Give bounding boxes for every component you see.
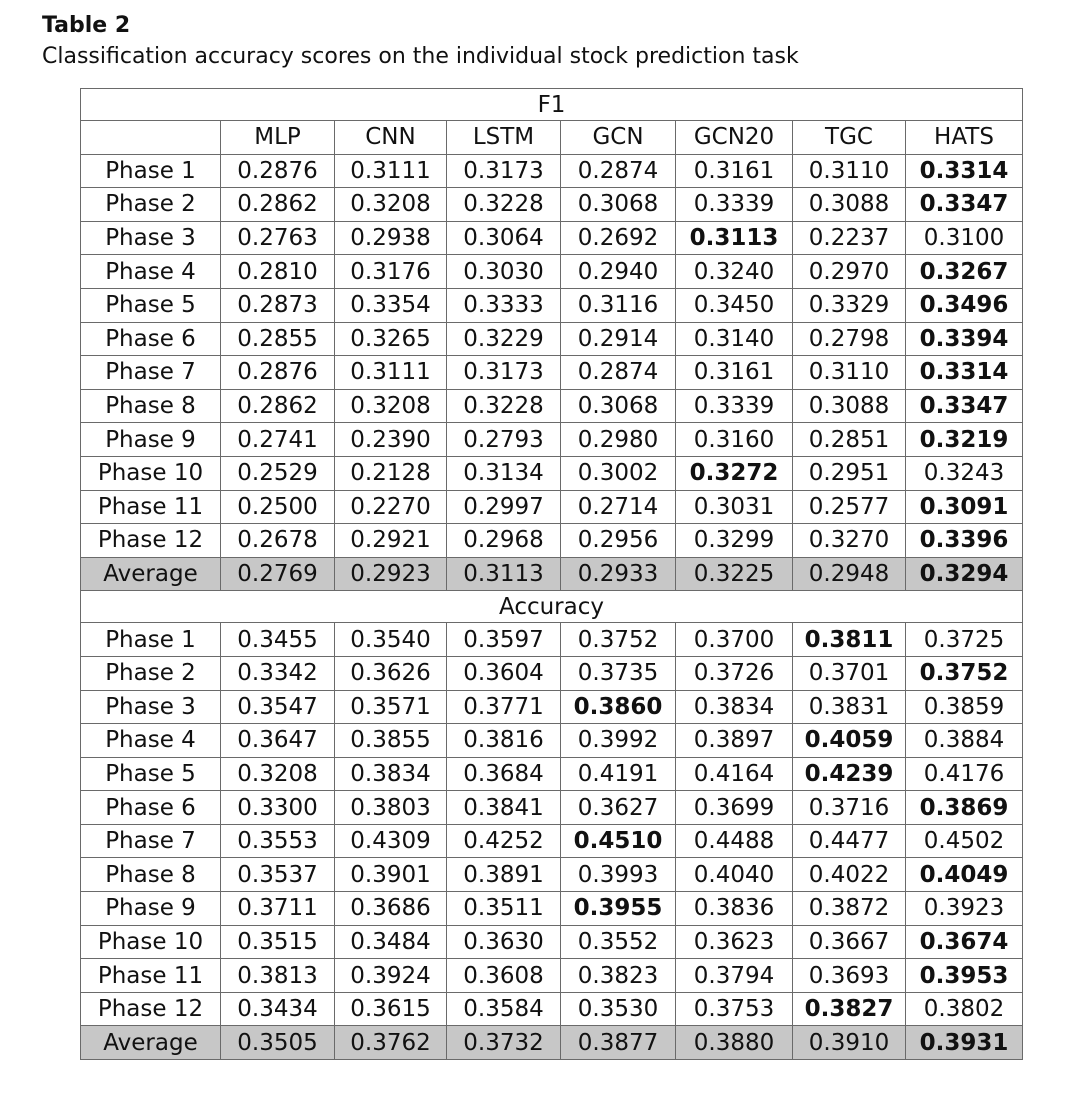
- best-score-cell: 0.3955: [561, 892, 676, 926]
- score-cell: 0.3484: [335, 925, 447, 959]
- score-cell: 0.3735: [561, 656, 676, 690]
- score-cell: 0.3725: [906, 623, 1023, 657]
- score-cell: 0.3342: [221, 656, 335, 690]
- best-score-cell: 0.3314: [906, 154, 1023, 188]
- score-cell: 0.3450: [676, 288, 793, 322]
- score-cell: 0.3693: [793, 959, 906, 993]
- best-score-cell: 0.4239: [793, 757, 906, 791]
- row-label: Phase 12: [81, 524, 221, 558]
- score-cell: 0.3088: [793, 188, 906, 222]
- section-header-row: [81, 591, 1023, 623]
- row-label: Phase 8: [81, 389, 221, 423]
- score-cell: 0.2714: [561, 490, 676, 524]
- table-caption-text: Classification accuracy scores on the individual stock prediction task: [42, 44, 799, 69]
- table-row: [81, 356, 1023, 390]
- score-cell: 0.3515: [221, 925, 335, 959]
- row-label: Phase 10: [81, 925, 221, 959]
- score-cell: 0.2956: [561, 524, 676, 558]
- best-score-cell: 0.3347: [906, 188, 1023, 222]
- row-label: Phase 10: [81, 456, 221, 490]
- row-label: Phase 6: [81, 791, 221, 825]
- score-cell: 0.3333: [447, 288, 561, 322]
- score-cell: 0.2500: [221, 490, 335, 524]
- column-header: GCN: [561, 121, 676, 155]
- score-cell: 0.3872: [793, 892, 906, 926]
- column-header: HATS: [906, 121, 1023, 155]
- score-cell: 0.3068: [561, 389, 676, 423]
- score-cell: 0.3771: [447, 690, 561, 724]
- best-score-cell: 0.3869: [906, 791, 1023, 825]
- score-cell: 0.3100: [906, 221, 1023, 255]
- score-cell: 0.3686: [335, 892, 447, 926]
- column-header: CNN: [335, 121, 447, 155]
- table-row: [81, 188, 1023, 222]
- best-score-cell: 0.3394: [906, 322, 1023, 356]
- score-cell: 0.3552: [561, 925, 676, 959]
- row-label: Phase 5: [81, 757, 221, 791]
- score-cell: 0.2876: [221, 154, 335, 188]
- score-cell: 0.3134: [447, 456, 561, 490]
- score-cell: 0.3173: [447, 154, 561, 188]
- row-label: Phase 12: [81, 992, 221, 1026]
- score-cell: 0.3225: [676, 557, 793, 591]
- column-header-row: [81, 121, 1023, 155]
- score-cell: 0.2577: [793, 490, 906, 524]
- table-row: [81, 288, 1023, 322]
- score-cell: 0.2810: [221, 255, 335, 289]
- row-label: Phase 3: [81, 221, 221, 255]
- score-cell: 0.4040: [676, 858, 793, 892]
- score-cell: 0.3923: [906, 892, 1023, 926]
- score-cell: 0.3813: [221, 959, 335, 993]
- score-cell: 0.3505: [221, 1026, 335, 1060]
- score-cell: 0.2237: [793, 221, 906, 255]
- score-cell: 0.3699: [676, 791, 793, 825]
- score-cell: 0.3647: [221, 724, 335, 758]
- score-cell: 0.3823: [561, 959, 676, 993]
- score-cell: 0.3880: [676, 1026, 793, 1060]
- score-cell: 0.3597: [447, 623, 561, 657]
- score-cell: 0.2128: [335, 456, 447, 490]
- score-cell: 0.4176: [906, 757, 1023, 791]
- score-cell: 0.2862: [221, 389, 335, 423]
- score-cell: 0.3553: [221, 824, 335, 858]
- best-score-cell: 0.4049: [906, 858, 1023, 892]
- score-cell: 0.3173: [447, 356, 561, 390]
- score-cell: 0.3891: [447, 858, 561, 892]
- row-label: Phase 1: [81, 623, 221, 657]
- score-cell: 0.3030: [447, 255, 561, 289]
- score-cell: 0.3816: [447, 724, 561, 758]
- score-cell: 0.3831: [793, 690, 906, 724]
- score-cell: 0.3802: [906, 992, 1023, 1026]
- score-cell: 0.3265: [335, 322, 447, 356]
- score-cell: 0.2970: [793, 255, 906, 289]
- score-cell: 0.2914: [561, 322, 676, 356]
- score-cell: 0.2769: [221, 557, 335, 591]
- score-cell: 0.3240: [676, 255, 793, 289]
- score-cell: 0.2948: [793, 557, 906, 591]
- score-cell: 0.3604: [447, 656, 561, 690]
- score-cell: 0.3228: [447, 188, 561, 222]
- score-cell: 0.3140: [676, 322, 793, 356]
- score-cell: 0.3834: [335, 757, 447, 791]
- score-cell: 0.3530: [561, 992, 676, 1026]
- column-header: GCN20: [676, 121, 793, 155]
- score-cell: 0.3031: [676, 490, 793, 524]
- table-row: [81, 490, 1023, 524]
- score-cell: 0.3088: [793, 389, 906, 423]
- score-cell: 0.3228: [447, 389, 561, 423]
- score-cell: 0.3110: [793, 356, 906, 390]
- score-cell: 0.2980: [561, 423, 676, 457]
- table-row: [81, 992, 1023, 1026]
- score-cell: 0.3701: [793, 656, 906, 690]
- row-label: Phase 8: [81, 858, 221, 892]
- score-cell: 0.3732: [447, 1026, 561, 1060]
- score-cell: 0.3630: [447, 925, 561, 959]
- score-cell: 0.3111: [335, 356, 447, 390]
- score-cell: 0.3002: [561, 456, 676, 490]
- score-cell: 0.3339: [676, 389, 793, 423]
- row-label: Phase 7: [81, 356, 221, 390]
- score-cell: 0.3834: [676, 690, 793, 724]
- row-label: Phase 2: [81, 188, 221, 222]
- best-score-cell: 0.3752: [906, 656, 1023, 690]
- score-cell: 0.2938: [335, 221, 447, 255]
- best-score-cell: 0.3860: [561, 690, 676, 724]
- best-score-cell: 0.3294: [906, 557, 1023, 591]
- score-cell: 0.2940: [561, 255, 676, 289]
- score-cell: 0.3794: [676, 959, 793, 993]
- row-label: Phase 6: [81, 322, 221, 356]
- score-cell: 0.3626: [335, 656, 447, 690]
- table-row: [81, 925, 1023, 959]
- score-cell: 0.3329: [793, 288, 906, 322]
- score-cell: 0.3571: [335, 690, 447, 724]
- row-label: Average: [81, 557, 221, 591]
- row-label: Average: [81, 1026, 221, 1060]
- score-cell: 0.4488: [676, 824, 793, 858]
- score-cell: 0.3339: [676, 188, 793, 222]
- score-cell: 0.4022: [793, 858, 906, 892]
- score-cell: 0.2390: [335, 423, 447, 457]
- table-row: [81, 892, 1023, 926]
- score-cell: 0.2862: [221, 188, 335, 222]
- best-score-cell: 0.3272: [676, 456, 793, 490]
- score-cell: 0.3300: [221, 791, 335, 825]
- score-cell: 0.3855: [335, 724, 447, 758]
- score-cell: 0.3110: [793, 154, 906, 188]
- best-score-cell: 0.3811: [793, 623, 906, 657]
- score-cell: 0.2851: [793, 423, 906, 457]
- table-row: [81, 757, 1023, 791]
- score-cell: 0.3584: [447, 992, 561, 1026]
- score-cell: 0.3711: [221, 892, 335, 926]
- best-score-cell: 0.3827: [793, 992, 906, 1026]
- table-row: [81, 322, 1023, 356]
- score-cell: 0.2793: [447, 423, 561, 457]
- table-row: [81, 656, 1023, 690]
- best-score-cell: 0.3953: [906, 959, 1023, 993]
- score-cell: 0.3455: [221, 623, 335, 657]
- best-score-cell: 0.3113: [676, 221, 793, 255]
- score-cell: 0.3897: [676, 724, 793, 758]
- score-cell: 0.3354: [335, 288, 447, 322]
- section-header-row: [81, 89, 1023, 121]
- score-cell: 0.3859: [906, 690, 1023, 724]
- score-cell: 0.4477: [793, 824, 906, 858]
- score-cell: 0.3924: [335, 959, 447, 993]
- score-cell: 0.3901: [335, 858, 447, 892]
- best-score-cell: 0.3496: [906, 288, 1023, 322]
- score-cell: 0.3161: [676, 356, 793, 390]
- row-label: Phase 11: [81, 490, 221, 524]
- best-score-cell: 0.3674: [906, 925, 1023, 959]
- column-header: LSTM: [447, 121, 561, 155]
- score-cell: 0.3753: [676, 992, 793, 1026]
- score-cell: 0.3176: [335, 255, 447, 289]
- score-cell: 0.3700: [676, 623, 793, 657]
- row-label: Phase 1: [81, 154, 221, 188]
- score-cell: 0.3111: [335, 154, 447, 188]
- score-cell: 0.3803: [335, 791, 447, 825]
- row-label: Phase 11: [81, 959, 221, 993]
- score-cell: 0.3270: [793, 524, 906, 558]
- score-cell: 0.3667: [793, 925, 906, 959]
- table-row: [81, 389, 1023, 423]
- score-cell: 0.3161: [676, 154, 793, 188]
- score-cell: 0.2876: [221, 356, 335, 390]
- score-cell: 0.4164: [676, 757, 793, 791]
- best-score-cell: 0.3219: [906, 423, 1023, 457]
- score-cell: 0.3229: [447, 322, 561, 356]
- score-cell: 0.3113: [447, 557, 561, 591]
- score-cell: 0.3116: [561, 288, 676, 322]
- score-cell: 0.2798: [793, 322, 906, 356]
- best-score-cell: 0.3267: [906, 255, 1023, 289]
- score-cell: 0.3627: [561, 791, 676, 825]
- score-cell: 0.3243: [906, 456, 1023, 490]
- score-cell: 0.2951: [793, 456, 906, 490]
- score-cell: 0.3208: [335, 188, 447, 222]
- table-row: [81, 255, 1023, 289]
- row-label: Phase 4: [81, 724, 221, 758]
- score-cell: 0.2873: [221, 288, 335, 322]
- score-cell: 0.3752: [561, 623, 676, 657]
- row-label: Phase 9: [81, 423, 221, 457]
- column-header: MLP: [221, 121, 335, 155]
- table-caption: [42, 10, 799, 72]
- score-cell: 0.3068: [561, 188, 676, 222]
- score-cell: 0.3064: [447, 221, 561, 255]
- score-cell: 0.3992: [561, 724, 676, 758]
- table-row: [81, 524, 1023, 558]
- score-cell: 0.2997: [447, 490, 561, 524]
- score-cell: 0.3160: [676, 423, 793, 457]
- table-row: [81, 456, 1023, 490]
- score-cell: 0.3910: [793, 1026, 906, 1060]
- row-label: Phase 9: [81, 892, 221, 926]
- table-row: [81, 221, 1023, 255]
- score-cell: 0.3511: [447, 892, 561, 926]
- score-cell: 0.2678: [221, 524, 335, 558]
- score-cell: 0.3540: [335, 623, 447, 657]
- row-label: Phase 5: [81, 288, 221, 322]
- score-cell: 0.3608: [447, 959, 561, 993]
- score-cell: 0.3716: [793, 791, 906, 825]
- score-cell: 0.2933: [561, 557, 676, 591]
- score-cell: 0.2923: [335, 557, 447, 591]
- score-cell: 0.2692: [561, 221, 676, 255]
- score-cell: 0.3884: [906, 724, 1023, 758]
- row-label: Phase 7: [81, 824, 221, 858]
- best-score-cell: 0.3931: [906, 1026, 1023, 1060]
- score-cell: 0.2763: [221, 221, 335, 255]
- table-row: [81, 724, 1023, 758]
- table-row: [81, 154, 1023, 188]
- row-label: Phase 3: [81, 690, 221, 724]
- score-cell: 0.2741: [221, 423, 335, 457]
- table-row: [81, 858, 1023, 892]
- score-cell: 0.4502: [906, 824, 1023, 858]
- score-cell: 0.3726: [676, 656, 793, 690]
- table-row: [81, 690, 1023, 724]
- best-score-cell: 0.4510: [561, 824, 676, 858]
- best-score-cell: 0.3314: [906, 356, 1023, 390]
- best-score-cell: 0.3347: [906, 389, 1023, 423]
- score-cell: 0.3684: [447, 757, 561, 791]
- score-cell: 0.3623: [676, 925, 793, 959]
- score-cell: 0.2529: [221, 456, 335, 490]
- table-row: [81, 623, 1023, 657]
- column-header: TGC: [793, 121, 906, 155]
- header-corner-cell: [81, 121, 221, 155]
- best-score-cell: 0.3091: [906, 490, 1023, 524]
- table-row: [81, 959, 1023, 993]
- average-row: [81, 557, 1023, 591]
- table-row: [81, 791, 1023, 825]
- row-label: Phase 4: [81, 255, 221, 289]
- score-cell: 0.3208: [335, 389, 447, 423]
- score-cell: 0.2855: [221, 322, 335, 356]
- table-caption-label: Table 2: [42, 13, 131, 38]
- best-score-cell: 0.3396: [906, 524, 1023, 558]
- score-cell: 0.3208: [221, 757, 335, 791]
- section-title: F1: [81, 89, 1023, 121]
- score-cell: 0.4309: [335, 824, 447, 858]
- score-cell: 0.2874: [561, 356, 676, 390]
- results-table-body: [81, 89, 1023, 1060]
- score-cell: 0.3993: [561, 858, 676, 892]
- score-cell: 0.3615: [335, 992, 447, 1026]
- score-cell: 0.4252: [447, 824, 561, 858]
- row-label: Phase 2: [81, 656, 221, 690]
- score-cell: 0.3299: [676, 524, 793, 558]
- score-cell: 0.3537: [221, 858, 335, 892]
- section-title: Accuracy: [81, 591, 1023, 623]
- results-table: [80, 88, 1023, 1060]
- score-cell: 0.3841: [447, 791, 561, 825]
- average-row: [81, 1026, 1023, 1060]
- table-row: [81, 423, 1023, 457]
- best-score-cell: 0.4059: [793, 724, 906, 758]
- score-cell: 0.3877: [561, 1026, 676, 1060]
- score-cell: 0.2921: [335, 524, 447, 558]
- score-cell: 0.2270: [335, 490, 447, 524]
- table-row: [81, 824, 1023, 858]
- score-cell: 0.2968: [447, 524, 561, 558]
- score-cell: 0.3836: [676, 892, 793, 926]
- score-cell: 0.2874: [561, 154, 676, 188]
- score-cell: 0.3434: [221, 992, 335, 1026]
- score-cell: 0.3547: [221, 690, 335, 724]
- score-cell: 0.3762: [335, 1026, 447, 1060]
- score-cell: 0.4191: [561, 757, 676, 791]
